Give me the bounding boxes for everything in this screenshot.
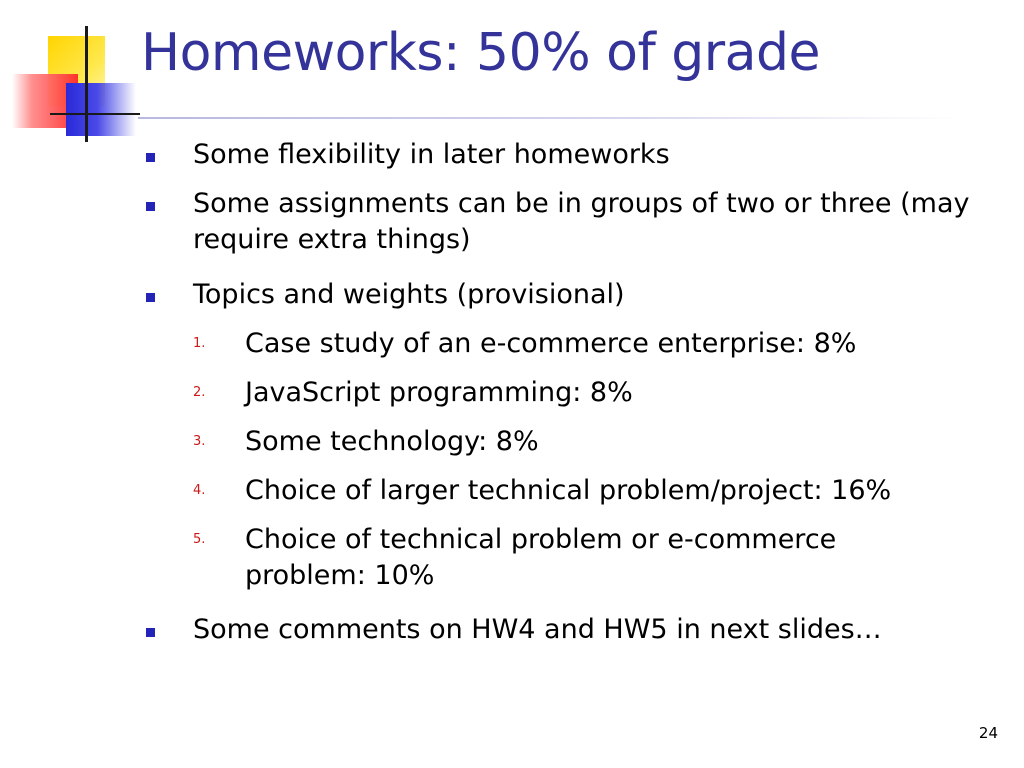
numbered-text: Choice of larger technical problem/project: 16% (245, 475, 892, 506)
bullet-text: Some assignments can be in groups of two or three (may require extra things) (193, 188, 970, 255)
decorative-logo (0, 0, 150, 150)
square-bullet-icon (146, 293, 155, 302)
numbered-text: Choice of technical problem or e-commerce problem: 10% (245, 524, 837, 591)
numbered-text: Case study of an e-commerce enterprise: 8% (245, 328, 857, 359)
item-number: 2. (193, 385, 206, 400)
square-bullet-icon (146, 202, 155, 211)
square-bullet-icon (146, 153, 155, 162)
logo-horizontal-line (50, 113, 140, 115)
square-bullet-icon (146, 628, 155, 637)
numbered-text: JavaScript programming: 8% (245, 377, 633, 408)
slide-title: Homeworks: 50% of grade (141, 23, 821, 83)
title-divider (138, 117, 960, 119)
item-number: 5. (193, 532, 206, 547)
logo-vertical-line (85, 26, 88, 142)
bullet-text: Topics and weights (provisional) (193, 279, 625, 310)
bullet-text: Some comments on HW4 and HW5 in next slides… (193, 614, 882, 645)
page-number: 24 (978, 724, 998, 742)
item-number: 3. (193, 434, 206, 449)
logo-blue-square (66, 83, 136, 136)
bullet-text: Some flexibility in later homeworks (193, 139, 670, 170)
item-number: 1. (193, 336, 206, 351)
item-number: 4. (193, 483, 206, 498)
numbered-text: Some technology: 8% (245, 426, 539, 457)
